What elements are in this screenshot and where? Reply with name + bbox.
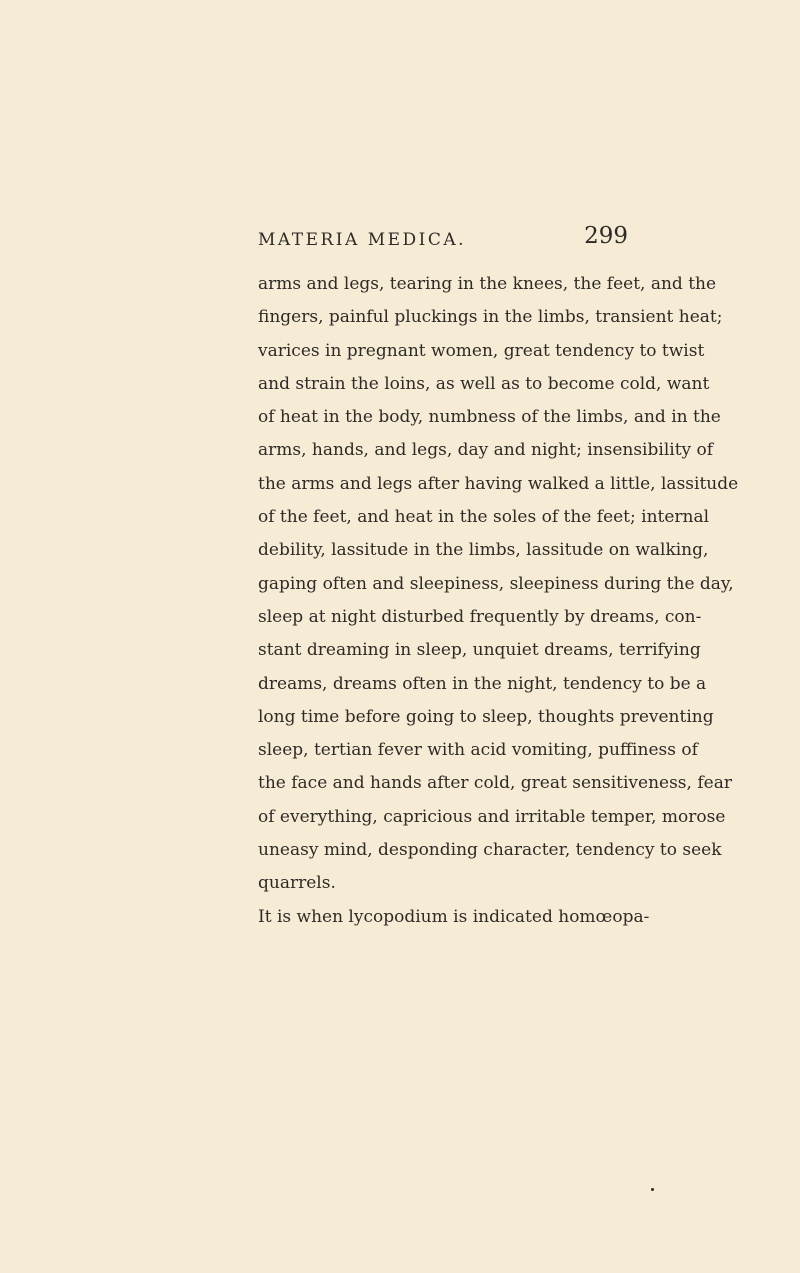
text-line: of heat in the body, numbness of the limbs, and in the: [258, 407, 721, 428]
text-line: debility, lassitude in the limbs, lassitude on walking,: [258, 540, 709, 561]
text-line: of everything, capricious and irritable temper, morose: [258, 806, 726, 827]
running-head: [258, 223, 628, 253]
running-title: MATERIA MEDICA.: [258, 230, 467, 250]
text-line: fingers, painful pluckings in the limbs, transient heat;: [258, 307, 723, 328]
text-line: sleep, tertian fever with acid vomiting, puffiness of: [258, 740, 698, 761]
ink-speck: [651, 1188, 654, 1191]
page-number: 299: [584, 223, 628, 249]
text-line: arms, hands, and legs, day and night; insensibility of: [258, 440, 714, 461]
text-line: arms and legs, tearing in the knees, the feet, and the: [258, 274, 717, 294]
text-line: varices in pregnant women, great tendency to twist: [258, 340, 705, 361]
text-line: It is when lycopodium is indicated homœopa-: [258, 906, 650, 927]
text-line: long time before going to sleep, thoughts preventing: [258, 706, 714, 727]
text-line: of the feet, and heat in the soles of the feet; internal: [258, 507, 710, 528]
text-line: the face and hands after cold, great sensitiveness, fear: [258, 773, 732, 794]
text-line: the arms and legs after having walked a little, lassitude: [258, 473, 739, 494]
text-line: uneasy mind, desponding character, tendency to seek: [258, 840, 722, 861]
text-line: gaping often and sleepiness, sleepiness during the day,: [258, 573, 734, 594]
body-text: [258, 268, 739, 934]
text-line: sleep at night disturbed frequently by dreams, con-: [258, 606, 702, 627]
text-line: stant dreaming in sleep, unquiet dreams, terrifying: [258, 640, 701, 661]
text-line: dreams, dreams often in the night, tendency to be a: [258, 673, 707, 694]
text-line: and strain the loins, as well as to become cold, want: [258, 373, 710, 394]
text-line: quarrels.: [258, 873, 336, 894]
